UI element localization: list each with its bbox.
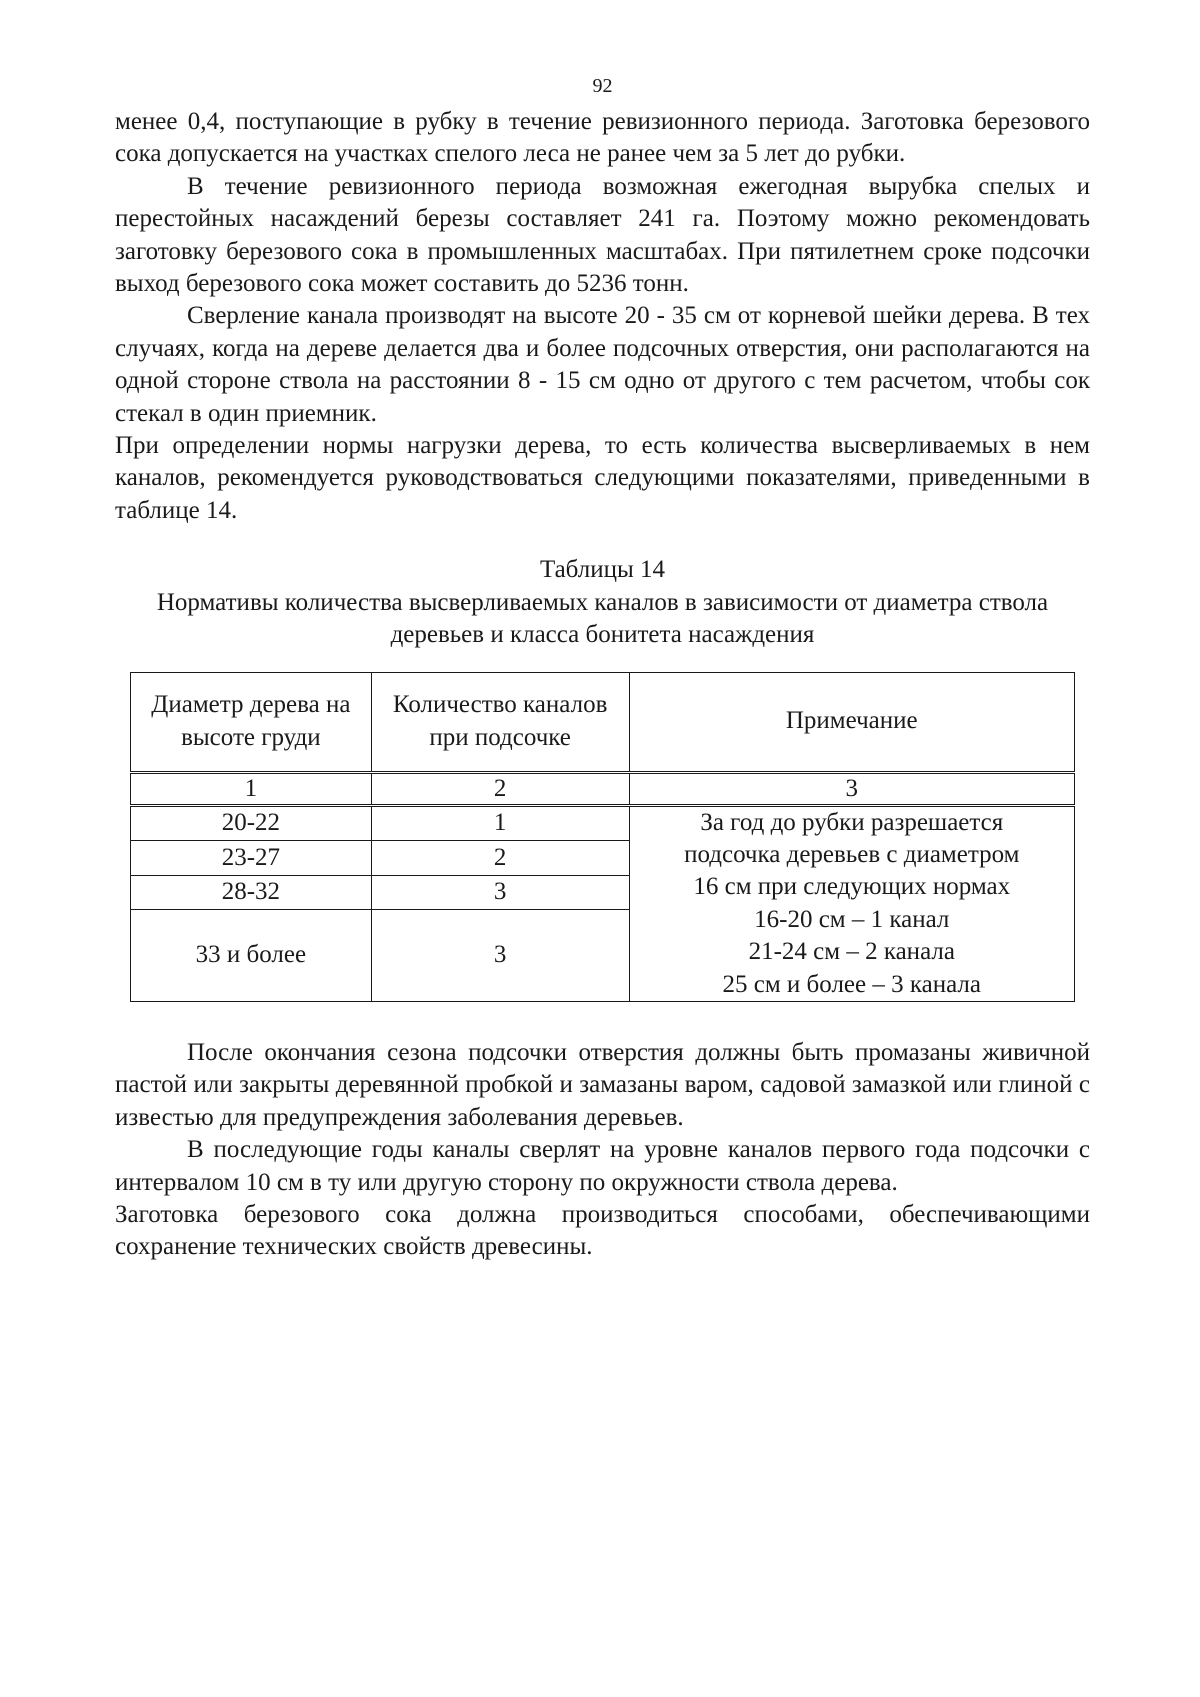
table-header-row [131, 672, 1075, 772]
note-cell [629, 805, 1074, 1001]
note-line: подсочка деревьев с диаметром [684, 840, 1020, 868]
table-title: Нормативы количества высверливаемых каналов в зависимости от диаметра ствола деревьев и класса бонитета насаждения [156, 588, 1049, 649]
column-number: 3 [629, 772, 1074, 805]
note-line: 16-20 см – 1 канал [754, 905, 950, 933]
channels-cell: 3 [371, 875, 629, 909]
column-number: 2 [371, 772, 629, 805]
diameter-cell: 33 и более [131, 909, 372, 1001]
header-diameter: Диаметр дерева на высоте груди [131, 672, 372, 772]
page-number: 92 [592, 75, 613, 97]
header-channels: Количество каналов при подсочке [371, 672, 629, 772]
paragraph: После окончания сезона подсочки отверстия должны быть промазаны живичной пастой или закрыты деревянной пробкой и замазаны варом, садовой замазкой или глиной с известью для предупреждения заболевания деревьев. [115, 1038, 1090, 1131]
channels-cell: 1 [371, 805, 629, 841]
diameter-cell: 28-32 [131, 875, 372, 909]
paragraph: Сверление канала производят на высоте 20 - 35 см от корневой шейки дерева. В тех случаях, когда на дереве делается два и более подсочных отверстия, они располагаются на одной стороне ствола на расстоянии 8 - 15 см одно от другого с тем расчетом, чтобы сок стекал в один приемник. [115, 302, 1090, 427]
paragraph: В течение ревизионного периода возможная ежегодная вырубка спелых и перестойных насаждений березы составляет 241 га. Поэтому можно рекомендовать заготовку березового сока в промышленных масштабах. При пятилетнем сроке подсочки выход березового сока может составить до 5236 тонн. [115, 172, 1090, 298]
table-row [131, 805, 1075, 841]
note-line: За год до рубки разрешается [700, 808, 1004, 836]
column-number: 1 [131, 772, 372, 805]
diameter-cell: 23-27 [131, 841, 372, 875]
table-label: Таблицы 14 [539, 556, 666, 584]
norms-table [130, 672, 1075, 1002]
note-line: 21-24 см – 2 канала [748, 938, 955, 966]
channels-cell: 3 [371, 909, 629, 1001]
paragraph: В последующие годы каналы сверлят на уровне каналов первого года подсочки с интервалом 10 см в ту или другую сторону по окружности ствола дерева. [115, 1136, 1090, 1196]
note-line: 25 см и более – 3 канала [722, 970, 981, 998]
header-note: Примечание [629, 672, 1074, 772]
text-after-table [115, 1037, 1090, 1264]
note-line: 16 см при следующих нормах [693, 873, 1011, 901]
column-number-row [131, 772, 1075, 805]
paragraph: При определении нормы нагрузки дерева, то есть количества высверливаемых в нем каналов, рекомендуется руководствоваться следующими показателями, приведенными в таблице 14. [115, 432, 1090, 524]
document-page [115, 72, 1090, 1264]
paragraph: менее 0,4, поступающие в рубку в течение ревизионного периода. Заготовка березового сока допускается на участках спелого леса не ранее чем за 5 лет до рубки. [115, 108, 1090, 168]
diameter-cell: 20-22 [131, 805, 372, 841]
channels-cell: 2 [371, 841, 629, 875]
paragraph: Заготовка березового сока должна производиться способами, обеспечивающими сохранение технических свойств древесины. [115, 1200, 1090, 1261]
